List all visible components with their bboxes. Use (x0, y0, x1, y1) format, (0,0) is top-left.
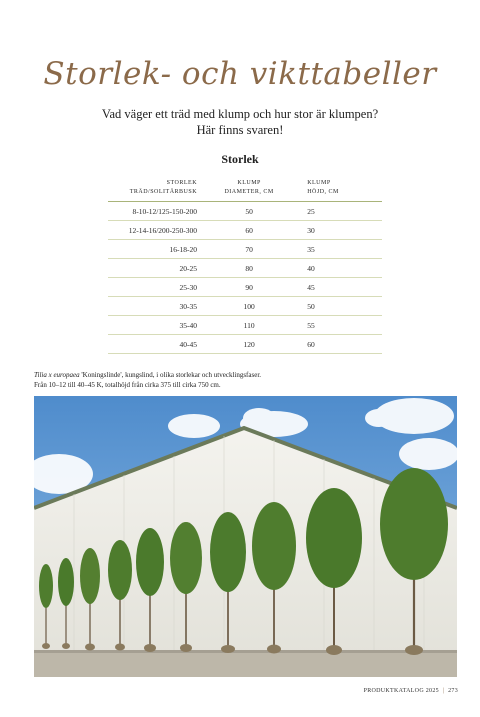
cell-size: 30-35 (108, 297, 209, 316)
cell-height: 30 (289, 221, 382, 240)
ground (34, 650, 457, 677)
table-row (108, 335, 382, 354)
cell-diameter: 90 (209, 278, 289, 297)
table-row (108, 202, 382, 221)
table-row (108, 297, 382, 316)
cell-size: 40-45 (108, 335, 209, 354)
header-height (289, 177, 382, 202)
table-row (108, 316, 382, 335)
cell-height: 25 (289, 202, 382, 221)
cell-height: 55 (289, 316, 382, 335)
header-height-line2: HÖJD, CM (307, 189, 339, 195)
caption-line-1 (34, 370, 454, 380)
cell-diameter: 50 (209, 202, 289, 221)
ground-shadow (34, 650, 457, 653)
intro-text (60, 106, 420, 138)
header-diameter-line1: KLUMP (237, 180, 261, 186)
table-header-row (108, 177, 382, 202)
table-row (108, 221, 382, 240)
tree-row-photo (34, 396, 457, 677)
intro-line-1: Vad väger ett träd med klump och hur stor är klumpen? (101, 107, 379, 121)
cell-diameter: 80 (209, 259, 289, 278)
header-diameter (209, 177, 289, 202)
cell-diameter: 60 (209, 221, 289, 240)
caption-line-1-rest: 'Koningslinde', kungslind, i olika storlekar och utvecklingsfaser. (79, 371, 262, 379)
cell-size: 25-30 (108, 278, 209, 297)
cell-diameter: 100 (209, 297, 289, 316)
cell-diameter: 110 (209, 316, 289, 335)
size-weight-table (108, 177, 382, 354)
table-row (108, 240, 382, 259)
header-size-line2: TRÄD/SOLITÄRBUSK (129, 189, 198, 195)
caption-species: Tilia x europaea (34, 371, 80, 379)
cell-height: 35 (289, 240, 382, 259)
header-diameter-line2: DIAMETER, CM (224, 189, 274, 195)
footer-separator: | (442, 688, 445, 694)
cell-size: 20-25 (108, 259, 209, 278)
photo-caption (34, 370, 454, 390)
cell-diameter: 120 (209, 335, 289, 354)
table-row (108, 278, 382, 297)
header-size (108, 177, 209, 202)
cell-height: 45 (289, 278, 382, 297)
header-size-line1: STORLEK (166, 180, 198, 186)
table-row (108, 259, 382, 278)
cell-size: 16-18-20 (108, 240, 209, 259)
cell-height: 40 (289, 259, 382, 278)
page-title: Storlek- och vikttabeller (43, 56, 437, 92)
footer-label: PRODUKTKATALOG 2025 (363, 688, 439, 694)
cell-height: 60 (289, 335, 382, 354)
cell-diameter: 70 (209, 240, 289, 259)
cell-height: 50 (289, 297, 382, 316)
cell-size: 8-10-12/125-150-200 (108, 202, 209, 221)
cell-size: 35-40 (108, 316, 209, 335)
cell-size: 12-14-16/200-250-300 (108, 221, 209, 240)
intro-line-2: Här finns svaren! (196, 123, 284, 137)
table-title: Storlek (221, 152, 259, 166)
page-footer (364, 688, 458, 694)
page-number: 273 (448, 688, 458, 694)
caption-line-2: Från 10–12 till 40–45 K, totalhöjd från cirka 375 till cirka 750 cm. (34, 381, 221, 389)
header-height-line1: KLUMP (307, 180, 331, 186)
